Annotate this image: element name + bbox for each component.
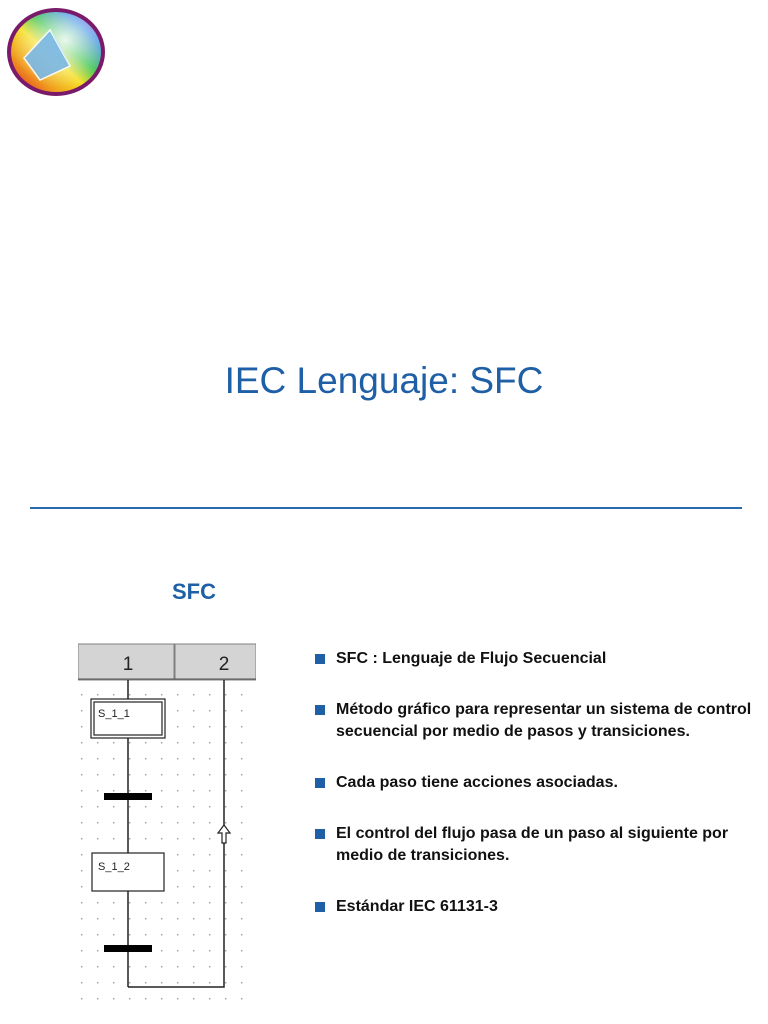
transition-1[interactable] <box>104 793 152 800</box>
bullet-list <box>314 648 754 947</box>
step-s-1-1[interactable] <box>91 699 165 738</box>
column-label-2: 2 <box>218 654 230 675</box>
prism-logo-icon <box>4 4 108 100</box>
title-divider <box>30 507 742 509</box>
column-label-1: 1 <box>122 654 134 675</box>
list-item: El control del flujo pasa de un paso al siguiente por medio de transiciones. <box>314 823 754 867</box>
list-item: SFC : Lenguaje de Flujo Secuencial <box>314 648 754 670</box>
section-subtitle: SFC <box>172 579 216 604</box>
list-item: Cada paso tiene acciones asociadas. <box>314 772 754 794</box>
square-bullet-icon <box>315 778 325 788</box>
list-item: Estándar IEC 61131-3 <box>314 896 754 918</box>
column-header <box>78 644 256 680</box>
square-bullet-icon <box>315 705 325 715</box>
step-label: S_1_1 <box>98 708 130 720</box>
step-s-1-2[interactable] <box>92 853 164 891</box>
square-bullet-icon <box>315 829 325 839</box>
slide-title: IEC Lenguaje: SFC <box>224 360 544 401</box>
square-bullet-icon <box>315 654 325 664</box>
transition-2[interactable] <box>104 945 152 952</box>
column-header-2[interactable] <box>175 644 256 680</box>
square-bullet-icon <box>315 902 325 912</box>
step-label: S_1_2 <box>98 861 130 873</box>
sfc-diagram <box>78 643 256 1004</box>
list-item: Método gráfico para representar un sistema de control secuencial por medio de pasos y transiciones. <box>314 699 754 743</box>
